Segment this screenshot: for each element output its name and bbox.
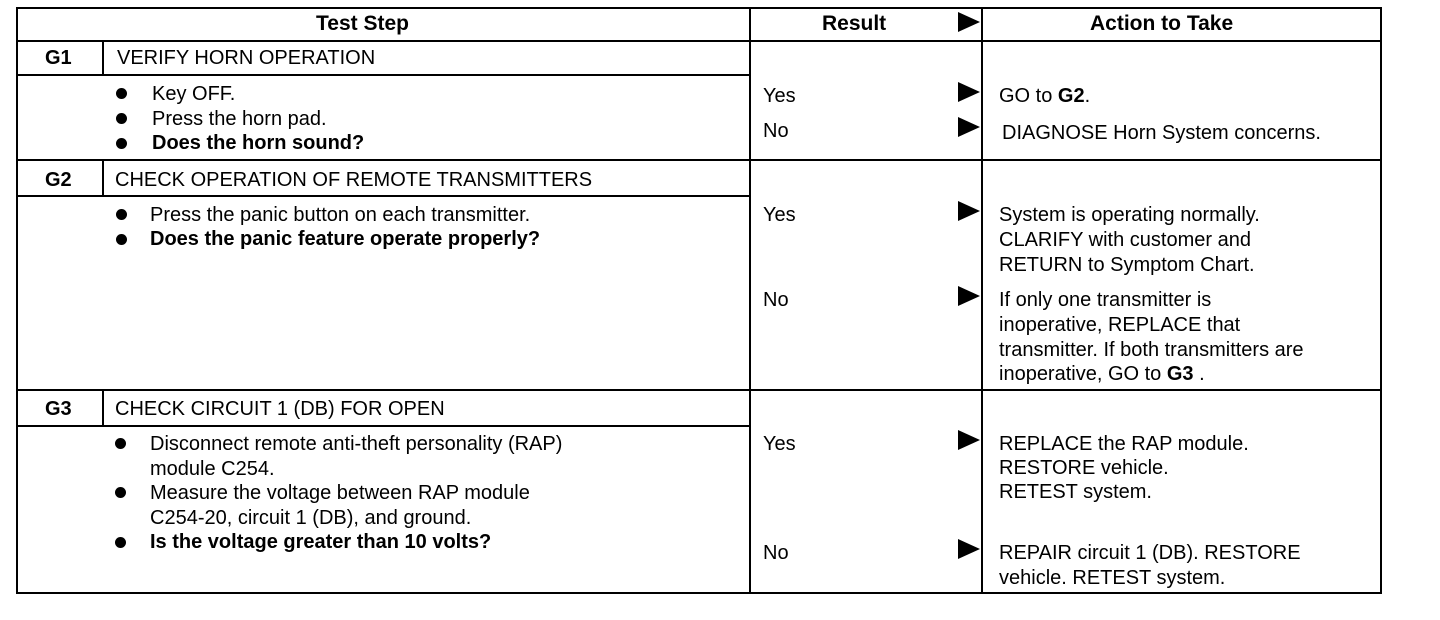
result-arrow-icon (958, 539, 980, 559)
bullet-icon (116, 234, 127, 245)
g1-title-divider (16, 74, 751, 76)
g3-step-2-line-1: Measure the voltage between RAP module (150, 482, 530, 504)
g3-title-divider (16, 425, 751, 427)
g2-action-no-line-1: If only one transmitter is (999, 289, 1212, 311)
g3-step-1-line-1: Disconnect remote anti-theft personality (RAP) (150, 433, 563, 455)
g1-step-2: Press the horn pad. (152, 108, 327, 130)
bullet-icon (116, 138, 127, 149)
g2-id: G2 (45, 169, 72, 191)
g1-result-yes: Yes (763, 85, 796, 107)
g2-title: CHECK OPERATION OF REMOTE TRANSMITTERS (115, 169, 593, 191)
g2-action-no-line-2: inoperative, REPLACE that (999, 314, 1241, 336)
g3-result-yes: Yes (763, 433, 796, 455)
header-action: Action to Take (1090, 12, 1234, 35)
result-arrow-icon (958, 201, 980, 221)
header-arrow-icon (958, 12, 980, 32)
column-divider-action (981, 8, 983, 593)
g1-action-no: DIAGNOSE Horn System concerns. (1002, 122, 1321, 144)
g2-action-no-line-3: transmitter. If both transmitters are (999, 339, 1304, 361)
g2-id-divider (102, 160, 104, 196)
g2-action-no-line-4: inoperative, GO to G3 . (999, 363, 1205, 385)
g3-id-divider (102, 390, 104, 426)
g3-action-yes-line-1: REPLACE the RAP module. (999, 433, 1249, 455)
bullet-icon (115, 487, 126, 498)
g2-action-yes-line-1: System is operating normally. (999, 204, 1260, 226)
g1-step-3: Does the horn sound? (152, 132, 365, 154)
g1-step-1: Key OFF. (152, 83, 236, 105)
header-divider (16, 40, 1382, 42)
bullet-icon (116, 209, 127, 220)
g1-action-yes: GO to G2. (999, 85, 1091, 107)
g3-action-yes-line-3: RETEST system. (999, 481, 1152, 503)
bullet-icon (116, 88, 127, 99)
g3-step-3: Is the voltage greater than 10 volts? (150, 531, 492, 553)
g2-action-yes-line-2: CLARIFY with customer and (999, 229, 1251, 251)
g2-step-2: Does the panic feature operate properly? (150, 228, 541, 250)
g2-result-yes: Yes (763, 204, 796, 226)
bullet-icon (116, 113, 127, 124)
result-arrow-icon (958, 117, 980, 137)
g3-action-no-line-1: REPAIR circuit 1 (DB). RESTORE (999, 542, 1301, 564)
g3-step-2-line-2: C254-20, circuit 1 (DB), and ground. (150, 507, 472, 529)
bullet-icon (115, 438, 126, 449)
g3-action-yes-line-2: RESTORE vehicle. (999, 457, 1169, 479)
g1-id-divider (102, 41, 104, 75)
result-arrow-icon (958, 430, 980, 450)
g3-action-no-line-2: vehicle. RETEST system. (999, 567, 1226, 589)
row-divider-g2 (16, 159, 1382, 161)
column-divider-result (749, 8, 751, 593)
g3-result-no: No (763, 542, 789, 564)
g2-title-divider (16, 195, 751, 197)
g1-title: VERIFY HORN OPERATION (117, 47, 376, 69)
g3-step-1-line-2: module C254. (150, 458, 275, 480)
g2-result-no: No (763, 289, 789, 311)
result-arrow-icon (958, 286, 980, 306)
header-result: Result (822, 12, 887, 35)
g1-result-no: No (763, 120, 789, 142)
g1-id: G1 (45, 47, 72, 69)
result-arrow-icon (958, 82, 980, 102)
row-divider-g3 (16, 389, 1382, 391)
g2-action-yes-line-3: RETURN to Symptom Chart. (999, 254, 1255, 276)
g2-step-1: Press the panic button on each transmitter. (150, 204, 531, 226)
g3-id: G3 (45, 398, 72, 420)
bullet-icon (115, 537, 126, 548)
header-test-step: Test Step (316, 12, 409, 35)
g3-title: CHECK CIRCUIT 1 (DB) FOR OPEN (115, 398, 445, 420)
